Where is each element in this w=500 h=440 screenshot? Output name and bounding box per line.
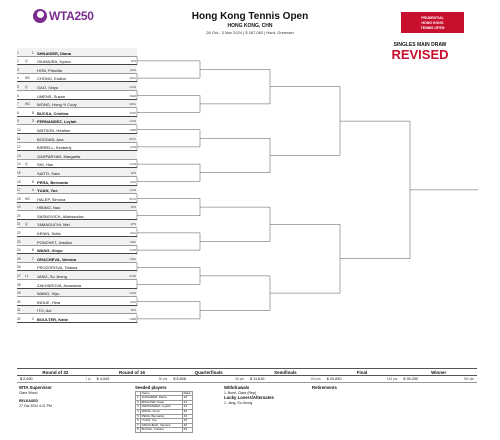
- player-name: ITO, Aoi: [37, 308, 52, 314]
- player-seed: 6: [32, 248, 34, 253]
- lucky-losers-line: 1. Jang, Su Jeong: [224, 400, 253, 405]
- player-nat: FRA: [130, 256, 136, 261]
- round-header: Round of 16: [119, 369, 145, 375]
- player-name: BOGDAN, Ana: [37, 136, 64, 142]
- round-header: Semifinals: [274, 369, 297, 375]
- player-name: WATSON, Heather: [37, 127, 71, 133]
- seed-name: BOULTER, Katie: [140, 400, 182, 405]
- prize-cell: [94, 377, 171, 381]
- tournament-info: 28 Oct - 3 Nov 2024 | $ 267,082 | Hard, Greenset: [206, 30, 294, 35]
- player-num: 8: [17, 110, 19, 115]
- seed-rank: 31: [182, 400, 192, 405]
- player-name: SASNOVICH, Aliaksandra: [37, 213, 84, 219]
- tournament-location: HONG KONG, CHN: [227, 23, 273, 29]
- seed-n: 3: [137, 404, 139, 409]
- player-tag: WC: [25, 196, 31, 201]
- supervisor-heading: WTA Supervisor: [19, 385, 52, 390]
- retirements-block: [312, 386, 337, 391]
- player-num: 27: [17, 274, 21, 279]
- player-nat: USA: [129, 179, 136, 184]
- player-num: 16: [17, 179, 21, 184]
- player-name: WANG, Xiyu: [37, 291, 60, 297]
- player-nat: CHN: [129, 188, 136, 193]
- supervisor-block: [19, 386, 52, 408]
- seed-rank: 33: [182, 405, 192, 410]
- player-num: 13: [17, 153, 21, 158]
- player-name: CHONG, Eudice: [37, 76, 67, 82]
- player-num: 21: [17, 222, 21, 227]
- player-nat: USA: [129, 231, 136, 236]
- player-num: 32: [17, 317, 21, 321]
- player-tag: Q: [25, 162, 28, 167]
- player-name: SAITO, Sara: [37, 170, 60, 176]
- player-seed: 8: [32, 110, 34, 115]
- seed-row: [136, 428, 193, 433]
- seed-n: 5: [137, 413, 139, 418]
- player-seed: 4: [32, 188, 34, 193]
- seed-n: 4: [137, 408, 139, 413]
- player-num: 14: [17, 162, 21, 167]
- player-num: 2: [17, 59, 19, 64]
- wta-logo-text: WTA250: [49, 9, 94, 23]
- prize-points: 30 pts: [158, 377, 168, 381]
- seeded-players-block: [135, 386, 193, 433]
- tournament-title: Hong Kong Tennis Open: [191, 11, 309, 22]
- player-num: 29: [17, 291, 21, 296]
- retirements-heading: Retirements: [312, 385, 337, 390]
- seed-rank: 53: [182, 428, 192, 433]
- seed-n: 2: [137, 399, 139, 404]
- player-name: BOULTER, Katie: [37, 317, 69, 322]
- prize-amount: $ 4,040: [96, 377, 110, 381]
- prize-points: 163 pts: [386, 377, 398, 381]
- revised-label: REVISED: [391, 47, 449, 62]
- player-tag: WC: [25, 76, 31, 81]
- player-num: 23: [17, 239, 21, 244]
- player-num: 11: [17, 136, 21, 141]
- player-name: YUAN, Yue: [37, 188, 58, 194]
- player-name: PONCHET, Jessika: [37, 239, 72, 245]
- player-seed: 7: [32, 256, 34, 261]
- player-nat: JPN: [130, 308, 136, 313]
- player-num: 7: [17, 102, 19, 107]
- player-name: BIRRELL, Kimberly: [37, 145, 72, 151]
- player-num: 15: [17, 170, 21, 175]
- player-num: 4: [17, 76, 19, 81]
- player-nat: JPN: [130, 59, 136, 64]
- player-tag: WC: [25, 102, 31, 107]
- prize-points: 250 pts: [463, 377, 475, 381]
- player-name: INOUE, Hina: [37, 299, 61, 305]
- player-num: 24: [17, 248, 21, 253]
- player-name: BUCSA, Cristina: [37, 110, 69, 116]
- prize-money-table: [17, 368, 477, 383]
- player-name: GASPARYAN, Margarita: [37, 153, 81, 159]
- round-headers: [17, 368, 477, 376]
- seed-n: 8: [137, 427, 139, 432]
- player-seed: 2: [32, 317, 34, 321]
- player-num: 22: [17, 231, 21, 236]
- round-header: Round of 32: [42, 369, 69, 375]
- player-name: HIBINO, Nao: [37, 205, 61, 211]
- player-seed: 5: [32, 179, 34, 184]
- seed-n: 7: [137, 422, 139, 427]
- supervisor-name: Clare Wood: [19, 390, 38, 395]
- draw-name: SINGLES MAIN DRAW: [393, 42, 447, 48]
- player-nat: NED: [129, 93, 136, 98]
- seed-name: YUAN, Yue: [140, 419, 182, 424]
- player-name: PERA, Bernarda: [37, 179, 68, 185]
- prize-points: 55 pts: [235, 377, 245, 381]
- player-num: 19: [17, 205, 21, 210]
- player-name: HON, Priscilla: [37, 67, 62, 73]
- round-header: Quarterfinals: [194, 369, 223, 375]
- player-name: YAMAGUCHI, Mei: [37, 222, 70, 228]
- seeded-heading: Seeded players: [135, 385, 167, 390]
- prize-cell: [324, 377, 401, 381]
- seed-rank: 18: [182, 396, 192, 401]
- prize-cell: [247, 377, 324, 381]
- seed-name: PERA, Bernarda: [140, 414, 182, 419]
- seed-name: SHNAIDER, Diana: [140, 396, 182, 401]
- prize-amount: $ 35,250: [403, 377, 419, 381]
- prize-points: 1 pt: [85, 377, 91, 381]
- lucky-losers-heading: Lucky Losers/Alternates: [224, 395, 274, 401]
- released-date: 27 Oct 2024 4:11 PM: [19, 403, 52, 408]
- prize-row: [17, 376, 477, 383]
- released-label: RELEASED: [19, 399, 39, 404]
- prize-cell: [17, 377, 94, 381]
- player-num: 17: [17, 188, 21, 193]
- player-tag: Q: [25, 84, 28, 89]
- prize-amount: $ 2,690: [20, 377, 33, 381]
- player-num: 1: [17, 50, 19, 55]
- seed-n: 6: [137, 418, 139, 423]
- player-nat: AUS: [129, 145, 136, 150]
- player-nat: AUS: [129, 67, 136, 72]
- player-name: GRACHEVA, Varvara: [37, 256, 77, 262]
- seed-rank: 49: [182, 423, 192, 428]
- player-num: 30: [17, 299, 21, 304]
- player-num: 26: [17, 265, 21, 270]
- seed-name: WANG, Xinyu: [140, 409, 182, 414]
- player-num: 10: [17, 127, 21, 132]
- player-nat: ESP: [129, 110, 136, 115]
- sponsor-logo: PRUDENTIAL HONG KONG TENNIS OPEN: [401, 12, 464, 33]
- player-num: 3: [17, 67, 19, 72]
- player-name: GAO, Xinyu: [37, 84, 59, 90]
- player-nat: HKG: [129, 76, 136, 81]
- player-name: UMENS, Susan: [37, 93, 66, 99]
- player-nat: JPN: [130, 222, 136, 227]
- seed-rank: 43: [182, 414, 192, 419]
- prize-amount: $ 20,830: [326, 377, 342, 381]
- player-name: OKAMURA, Kyoka: [37, 59, 71, 65]
- player-seed: 1: [32, 50, 34, 55]
- player-nat: CHN: [129, 248, 136, 253]
- prize-amount: $ 11,616: [250, 377, 265, 381]
- seed-col-rank: Rank: [183, 390, 191, 395]
- player-nat: FRA: [130, 239, 136, 244]
- player-nat: GBR: [129, 127, 136, 132]
- prize-amount: $ 6,608: [173, 377, 187, 381]
- player-name: SHNAIDER, Diana: [37, 50, 72, 56]
- player-name: KENIN, Sofia: [37, 231, 61, 237]
- seed-name: GRACHEVA, Varvara: [140, 423, 182, 428]
- player-seed: 3: [32, 119, 34, 124]
- player-tag: Q: [25, 222, 28, 227]
- player-nat: GBR: [129, 317, 136, 321]
- player-nat: USA: [129, 299, 136, 304]
- player-tag: Q: [25, 59, 28, 64]
- seed-rank: 45: [182, 419, 192, 424]
- player-nat: CHN: [129, 162, 136, 167]
- player-nat: ROU: [129, 196, 136, 201]
- player-num: 9: [17, 119, 19, 124]
- prize-points: 100 pts: [310, 377, 321, 381]
- player-nat: JPN: [130, 170, 136, 175]
- player-num: 31: [17, 308, 21, 313]
- player-name: PROZOROVA, Tatiana: [37, 265, 78, 271]
- withdrawals-line: 1. Burel, Clara (Rep): [224, 390, 257, 395]
- player-num: 18: [17, 196, 21, 201]
- round-header: Final: [356, 369, 368, 375]
- player-nat: HKG: [129, 102, 136, 107]
- seed-rank: 36: [182, 409, 192, 414]
- player-num: 20: [17, 213, 21, 218]
- seed-name: FERNANDEZ, Leylah: [140, 405, 182, 410]
- withdrawals-heading: Withdrawals: [224, 385, 250, 390]
- player-name: FERNANDEZ, Leylah: [37, 119, 77, 125]
- player-name: WANG, Xinyu: [37, 248, 63, 254]
- player-tag: LL: [25, 274, 29, 279]
- prize-cell: [170, 377, 247, 381]
- player-num: 25: [17, 256, 21, 261]
- seeded-players-table: [135, 391, 193, 433]
- seed-name: BUCSA, Cristina: [140, 428, 182, 433]
- prize-cell: [400, 377, 477, 381]
- round-header: Winner: [431, 369, 447, 375]
- player-name: ZAKHAROVA, Anastasia: [37, 282, 81, 288]
- player-num: 12: [17, 145, 21, 150]
- player-num: 5: [17, 84, 19, 89]
- player-num: 28: [17, 282, 21, 287]
- player-nat: JPN: [130, 205, 136, 210]
- seed-n: 1: [137, 395, 139, 400]
- player-nat: CHN: [129, 291, 136, 296]
- player-nat: ROU: [129, 136, 136, 141]
- player-name: SHI, Han: [37, 162, 54, 168]
- player-num: 6: [17, 93, 19, 98]
- player-name: HALEP, Simona: [37, 196, 66, 202]
- player-nat: CAN: [129, 119, 136, 124]
- player-name: WONG, Hong Yi Cody: [37, 102, 77, 108]
- player-name: JANG, Su Jeong: [37, 274, 67, 280]
- withdrawals-block: [224, 386, 274, 405]
- player-nat: KOR: [129, 274, 136, 279]
- seed-col-name: Name: [140, 391, 182, 396]
- player-nat: CHN: [129, 84, 136, 89]
